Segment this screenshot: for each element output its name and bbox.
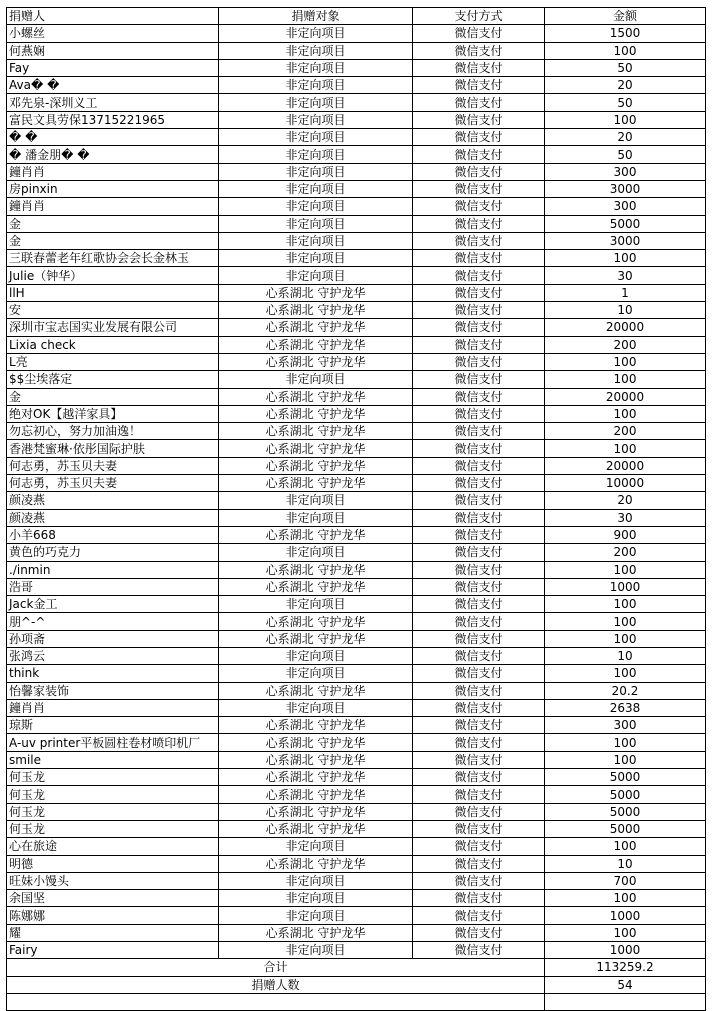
payment-method: 微信支付 — [413, 440, 545, 457]
donor-name: 鐘肖肖 — [7, 699, 219, 716]
table-row — [7, 630, 706, 647]
donor-count-value: 54 — [545, 976, 706, 993]
donation-amount: 300 — [545, 163, 706, 180]
payment-method: 微信支付 — [413, 647, 545, 664]
table-row — [7, 353, 706, 370]
donation-target: 心系湖北 守护龙华 — [219, 319, 413, 336]
donation-amount: 1000 — [545, 578, 706, 595]
donor-name: 邓先泉-深圳义工 — [7, 94, 219, 111]
partial-cell — [545, 993, 706, 1010]
donation-target: 非定向项目 — [219, 215, 413, 232]
donation-target: 心系湖北 守护龙华 — [219, 526, 413, 543]
table-row — [7, 163, 706, 180]
payment-method: 微信支付 — [413, 855, 545, 872]
table-row — [7, 284, 706, 301]
donation-amount: 100 — [545, 630, 706, 647]
donor-name: Fairy — [7, 942, 219, 959]
payment-method: 微信支付 — [413, 699, 545, 716]
donor-name: A-uv printer平板圆柱卷材喷印机厂 — [7, 734, 219, 751]
payment-method: 微信支付 — [413, 613, 545, 630]
donation-amount: 2638 — [545, 699, 706, 716]
payment-method: 微信支付 — [413, 561, 545, 578]
payment-method: 微信支付 — [413, 838, 545, 855]
table-row — [7, 94, 706, 111]
payment-method: 微信支付 — [413, 682, 545, 699]
donor-name: 富民文具劳保13715221965 — [7, 111, 219, 128]
donor-name: 何玉龙 — [7, 769, 219, 786]
donation-target: 非定向项目 — [219, 838, 413, 855]
table-row — [7, 924, 706, 941]
donation-amount: 100 — [545, 613, 706, 630]
donor-name: 绝对OK【越洋家具】 — [7, 405, 219, 422]
donation-amount: 100 — [545, 890, 706, 907]
donation-amount: 100 — [545, 353, 706, 370]
table-row — [7, 838, 706, 855]
payment-method: 微信支付 — [413, 890, 545, 907]
donation-target: 心系湖北 守护龙华 — [219, 717, 413, 734]
payment-method: 微信支付 — [413, 267, 545, 284]
table-row — [7, 77, 706, 94]
payment-method: 微信支付 — [413, 492, 545, 509]
donor-name: Lixia check — [7, 336, 219, 353]
table-row — [7, 302, 706, 319]
donation-target: 非定向项目 — [219, 180, 413, 197]
header-donor: 捐赠人 — [7, 8, 219, 25]
donation-amount: 200 — [545, 544, 706, 561]
table-row — [7, 232, 706, 249]
donor-name: 怡馨家装饰 — [7, 682, 219, 699]
payment-method: 微信支付 — [413, 665, 545, 682]
table-row — [7, 111, 706, 128]
donor-name: 小螺丝 — [7, 25, 219, 42]
donor-name: 颜凌燕 — [7, 492, 219, 509]
donor-name: L亮 — [7, 353, 219, 370]
donor-name: 陈娜娜 — [7, 907, 219, 924]
donation-amount: 5000 — [545, 803, 706, 820]
table-row — [7, 526, 706, 543]
donation-table — [6, 7, 706, 1011]
partial-row — [7, 993, 706, 1010]
donation-target: 心系湖北 守护龙华 — [219, 388, 413, 405]
donor-name: 鐘肖肖 — [7, 198, 219, 215]
payment-method: 微信支付 — [413, 509, 545, 526]
payment-method: 微信支付 — [413, 129, 545, 146]
donor-name: 张鸿云 — [7, 647, 219, 664]
summary-section — [7, 959, 706, 1011]
table-row — [7, 578, 706, 595]
table-row — [7, 890, 706, 907]
donation-amount: 20000 — [545, 457, 706, 474]
payment-method: 微信支付 — [413, 319, 545, 336]
donor-name: 余国坚 — [7, 890, 219, 907]
payment-method: 微信支付 — [413, 388, 545, 405]
table-row — [7, 129, 706, 146]
donation-amount: 20 — [545, 77, 706, 94]
donation-amount: 3000 — [545, 232, 706, 249]
payment-method: 微信支付 — [413, 111, 545, 128]
table-row — [7, 475, 706, 492]
payment-method: 微信支付 — [413, 596, 545, 613]
donation-amount: 300 — [545, 717, 706, 734]
payment-method: 微信支付 — [413, 803, 545, 820]
donation-target: 心系湖北 守护龙华 — [219, 803, 413, 820]
table-row — [7, 855, 706, 872]
donor-name: think — [7, 665, 219, 682]
donor-name: 朋^-^ — [7, 613, 219, 630]
donation-target: 心系湖北 守护龙华 — [219, 820, 413, 837]
donor-name: 浩哥 — [7, 578, 219, 595]
donation-target: 心系湖北 守护龙华 — [219, 457, 413, 474]
donor-name: 深圳市宝志国实业发展有限公司 — [7, 319, 219, 336]
donation-amount: 30 — [545, 267, 706, 284]
donation-amount: 100 — [545, 838, 706, 855]
table-row — [7, 336, 706, 353]
donation-amount: 300 — [545, 198, 706, 215]
payment-method: 微信支付 — [413, 734, 545, 751]
donor-name: 何玉龙 — [7, 820, 219, 837]
donor-name: 金 — [7, 215, 219, 232]
donation-target: 心系湖北 守护龙华 — [219, 405, 413, 422]
payment-method: 微信支付 — [413, 198, 545, 215]
donation-amount: 1000 — [545, 907, 706, 924]
table-row — [7, 647, 706, 664]
donation-target: 非定向项目 — [219, 129, 413, 146]
payment-method: 微信支付 — [413, 146, 545, 163]
table-row — [7, 250, 706, 267]
donation-target: 非定向项目 — [219, 267, 413, 284]
payment-method: 微信支付 — [413, 526, 545, 543]
donor-name: 琼斯 — [7, 717, 219, 734]
donation-target: 非定向项目 — [219, 59, 413, 76]
table-row — [7, 665, 706, 682]
donation-target: 非定向项目 — [219, 665, 413, 682]
donor-name: 三联春蕾老年红歌协会会长金林玉 — [7, 250, 219, 267]
donor-name: .∕inmin — [7, 561, 219, 578]
payment-method: 微信支付 — [413, 457, 545, 474]
donation-target: 非定向项目 — [219, 907, 413, 924]
donation-target: 心系湖北 守护龙华 — [219, 440, 413, 457]
donor-name: � 潘金朋� � — [7, 146, 219, 163]
payment-method: 微信支付 — [413, 544, 545, 561]
table-row — [7, 509, 706, 526]
donation-amount: 20 — [545, 492, 706, 509]
table-row — [7, 42, 706, 59]
donor-name: 小羊668 — [7, 526, 219, 543]
donor-name: 安 — [7, 302, 219, 319]
donation-target: 心系湖北 守护龙华 — [219, 613, 413, 630]
payment-method: 微信支付 — [413, 630, 545, 647]
table-row — [7, 146, 706, 163]
table-row — [7, 820, 706, 837]
donation-amount: 700 — [545, 872, 706, 889]
donation-target: 非定向项目 — [219, 544, 413, 561]
table-row — [7, 717, 706, 734]
donation-target: 非定向项目 — [219, 77, 413, 94]
donation-target: 心系湖北 守护龙华 — [219, 561, 413, 578]
donation-target: 心系湖北 守护龙华 — [219, 284, 413, 301]
donation-amount: 100 — [545, 42, 706, 59]
table-row — [7, 215, 706, 232]
payment-method: 微信支付 — [413, 405, 545, 422]
table-row — [7, 769, 706, 786]
payment-method: 微信支付 — [413, 215, 545, 232]
donation-amount: 5000 — [545, 820, 706, 837]
payment-method: 微信支付 — [413, 59, 545, 76]
payment-method: 微信支付 — [413, 475, 545, 492]
payment-method: 微信支付 — [413, 336, 545, 353]
table-row — [7, 699, 706, 716]
payment-method: 微信支付 — [413, 578, 545, 595]
donation-target: 非定向项目 — [219, 111, 413, 128]
donation-amount: 5000 — [545, 786, 706, 803]
donation-amount: 100 — [545, 751, 706, 768]
table-row — [7, 388, 706, 405]
donation-target: 非定向项目 — [219, 42, 413, 59]
table-row — [7, 561, 706, 578]
donation-amount: 200 — [545, 423, 706, 440]
donation-amount: 1000 — [545, 942, 706, 959]
payment-method: 微信支付 — [413, 353, 545, 370]
donation-amount: 5000 — [545, 769, 706, 786]
table-row — [7, 872, 706, 889]
donation-amount: 5000 — [545, 215, 706, 232]
donation-amount: 30 — [545, 509, 706, 526]
payment-method: 微信支付 — [413, 786, 545, 803]
donation-amount: 20 — [545, 129, 706, 146]
donation-target: 心系湖北 守护龙华 — [219, 353, 413, 370]
donor-name: 心在旅途 — [7, 838, 219, 855]
donor-name: 何志勇，苏玉贝夫妻 — [7, 475, 219, 492]
donation-amount: 1500 — [545, 25, 706, 42]
donation-target: 非定向项目 — [219, 890, 413, 907]
payment-method: 微信支付 — [413, 717, 545, 734]
donor-count-label: 捐赠人数 — [7, 976, 545, 993]
payment-method: 微信支付 — [413, 907, 545, 924]
donation-amount: 200 — [545, 336, 706, 353]
donation-target: 心系湖北 守护龙华 — [219, 475, 413, 492]
donor-name: 颜凌燕 — [7, 509, 219, 526]
table-row — [7, 25, 706, 42]
donor-name: llH — [7, 284, 219, 301]
donor-name: 何玉龙 — [7, 803, 219, 820]
payment-method: 微信支付 — [413, 163, 545, 180]
donation-target: 心系湖北 守护龙华 — [219, 302, 413, 319]
table-row — [7, 423, 706, 440]
donation-target: 心系湖北 守护龙华 — [219, 786, 413, 803]
payment-method: 微信支付 — [413, 872, 545, 889]
donation-amount: 20000 — [545, 319, 706, 336]
donor-name: 黄色的巧克力 — [7, 544, 219, 561]
table-row — [7, 492, 706, 509]
donation-target: 非定向项目 — [219, 942, 413, 959]
donation-target: 非定向项目 — [219, 647, 413, 664]
table-row — [7, 371, 706, 388]
table-row — [7, 267, 706, 284]
donation-amount: 10 — [545, 647, 706, 664]
donation-amount: 100 — [545, 371, 706, 388]
payment-method: 微信支付 — [413, 284, 545, 301]
donor-name: $$尘埃落定 — [7, 371, 219, 388]
table-row — [7, 734, 706, 751]
donor-name: 房pinxin — [7, 180, 219, 197]
donation-target: 心系湖北 守护龙华 — [219, 769, 413, 786]
donation-table-body — [7, 8, 706, 959]
payment-method: 微信支付 — [413, 769, 545, 786]
table-row — [7, 59, 706, 76]
payment-method: 微信支付 — [413, 180, 545, 197]
header-target: 捐赠对象 — [219, 8, 413, 25]
table-row — [7, 907, 706, 924]
header-payment: 支付方式 — [413, 8, 545, 25]
payment-method: 微信支付 — [413, 924, 545, 941]
payment-method: 微信支付 — [413, 25, 545, 42]
donation-target: 非定向项目 — [219, 509, 413, 526]
table-row — [7, 457, 706, 474]
donation-amount: 100 — [545, 596, 706, 613]
table-row — [7, 198, 706, 215]
table-row — [7, 319, 706, 336]
header-row — [7, 8, 706, 25]
total-row — [7, 959, 706, 976]
donation-amount: 20.2 — [545, 682, 706, 699]
donation-target: 心系湖北 守护龙华 — [219, 751, 413, 768]
donor-name: 何玉龙 — [7, 786, 219, 803]
donation-target: 非定向项目 — [219, 25, 413, 42]
donation-amount: 10 — [545, 855, 706, 872]
table-row — [7, 803, 706, 820]
table-row — [7, 596, 706, 613]
payment-method: 微信支付 — [413, 751, 545, 768]
donation-target: 非定向项目 — [219, 232, 413, 249]
donor-name: 金 — [7, 388, 219, 405]
donation-amount: 100 — [545, 405, 706, 422]
payment-method: 微信支付 — [413, 423, 545, 440]
table-row — [7, 544, 706, 561]
donation-amount: 50 — [545, 146, 706, 163]
donor-name: smile — [7, 751, 219, 768]
donor-name: Julie（钟华） — [7, 267, 219, 284]
donation-amount: 10000 — [545, 475, 706, 492]
table-row — [7, 440, 706, 457]
donation-target: 心系湖北 守护龙华 — [219, 734, 413, 751]
table-row — [7, 786, 706, 803]
donation-amount: 50 — [545, 94, 706, 111]
total-value: 113259.2 — [545, 959, 706, 976]
donation-target: 心系湖北 守护龙华 — [219, 423, 413, 440]
donation-target: 非定向项目 — [219, 699, 413, 716]
table-row — [7, 180, 706, 197]
table-row — [7, 405, 706, 422]
donation-amount: 100 — [545, 440, 706, 457]
donor-name: 勿忘初心，努力加油逸！ — [7, 423, 219, 440]
donation-target: 非定向项目 — [219, 163, 413, 180]
donor-name: � � — [7, 129, 219, 146]
table-row — [7, 682, 706, 699]
donor-name: 耀 — [7, 924, 219, 941]
payment-method: 微信支付 — [413, 942, 545, 959]
donation-target: 非定向项目 — [219, 371, 413, 388]
table-row — [7, 751, 706, 768]
donor-name: 何燕娴 — [7, 42, 219, 59]
donation-amount: 100 — [545, 111, 706, 128]
donation-target: 非定向项目 — [219, 596, 413, 613]
donation-target: 心系湖北 守护龙华 — [219, 336, 413, 353]
payment-method: 微信支付 — [413, 820, 545, 837]
payment-method: 微信支付 — [413, 371, 545, 388]
payment-method: 微信支付 — [413, 232, 545, 249]
donation-amount: 3000 — [545, 180, 706, 197]
donation-target: 心系湖北 守护龙华 — [219, 630, 413, 647]
donation-amount: 20000 — [545, 388, 706, 405]
donation-amount: 100 — [545, 665, 706, 682]
donation-amount: 50 — [545, 59, 706, 76]
table-row — [7, 613, 706, 630]
payment-method: 微信支付 — [413, 302, 545, 319]
donation-target: 心系湖北 守护龙华 — [219, 578, 413, 595]
table-row — [7, 942, 706, 959]
partial-cell — [7, 993, 545, 1010]
donation-target: 非定向项目 — [219, 492, 413, 509]
donation-target: 非定向项目 — [219, 198, 413, 215]
donation-amount: 100 — [545, 734, 706, 751]
payment-method: 微信支付 — [413, 77, 545, 94]
donor-name: 孙项斋 — [7, 630, 219, 647]
total-label: 合计 — [7, 959, 545, 976]
payment-method: 微信支付 — [413, 94, 545, 111]
donation-amount: 100 — [545, 250, 706, 267]
donor-name: 金 — [7, 232, 219, 249]
donor-count-row — [7, 976, 706, 993]
donor-name: 鐘肖肖 — [7, 163, 219, 180]
donor-name: 旺妹小馒头 — [7, 872, 219, 889]
donation-amount: 100 — [545, 561, 706, 578]
donor-name: 香港梵蜜琳·依彤国际护肤 — [7, 440, 219, 457]
donor-name: Fay — [7, 59, 219, 76]
donation-amount: 1 — [545, 284, 706, 301]
donation-target: 心系湖北 守护龙华 — [219, 682, 413, 699]
donor-name: Ava� � — [7, 77, 219, 94]
donor-name: Jack金工 — [7, 596, 219, 613]
donation-amount: 900 — [545, 526, 706, 543]
donation-target: 非定向项目 — [219, 146, 413, 163]
payment-method: 微信支付 — [413, 250, 545, 267]
donor-name: 何志勇，苏玉贝夫妻 — [7, 457, 219, 474]
donation-amount: 10 — [545, 302, 706, 319]
donation-amount: 100 — [545, 924, 706, 941]
donor-name: 明德 — [7, 855, 219, 872]
header-amount: 金额 — [545, 8, 706, 25]
donation-target: 非定向项目 — [219, 94, 413, 111]
donation-target: 心系湖北 守护龙华 — [219, 924, 413, 941]
donation-target: 非定向项目 — [219, 250, 413, 267]
donation-target: 非定向项目 — [219, 872, 413, 889]
payment-method: 微信支付 — [413, 42, 545, 59]
donation-target: 心系湖北 守护龙华 — [219, 855, 413, 872]
